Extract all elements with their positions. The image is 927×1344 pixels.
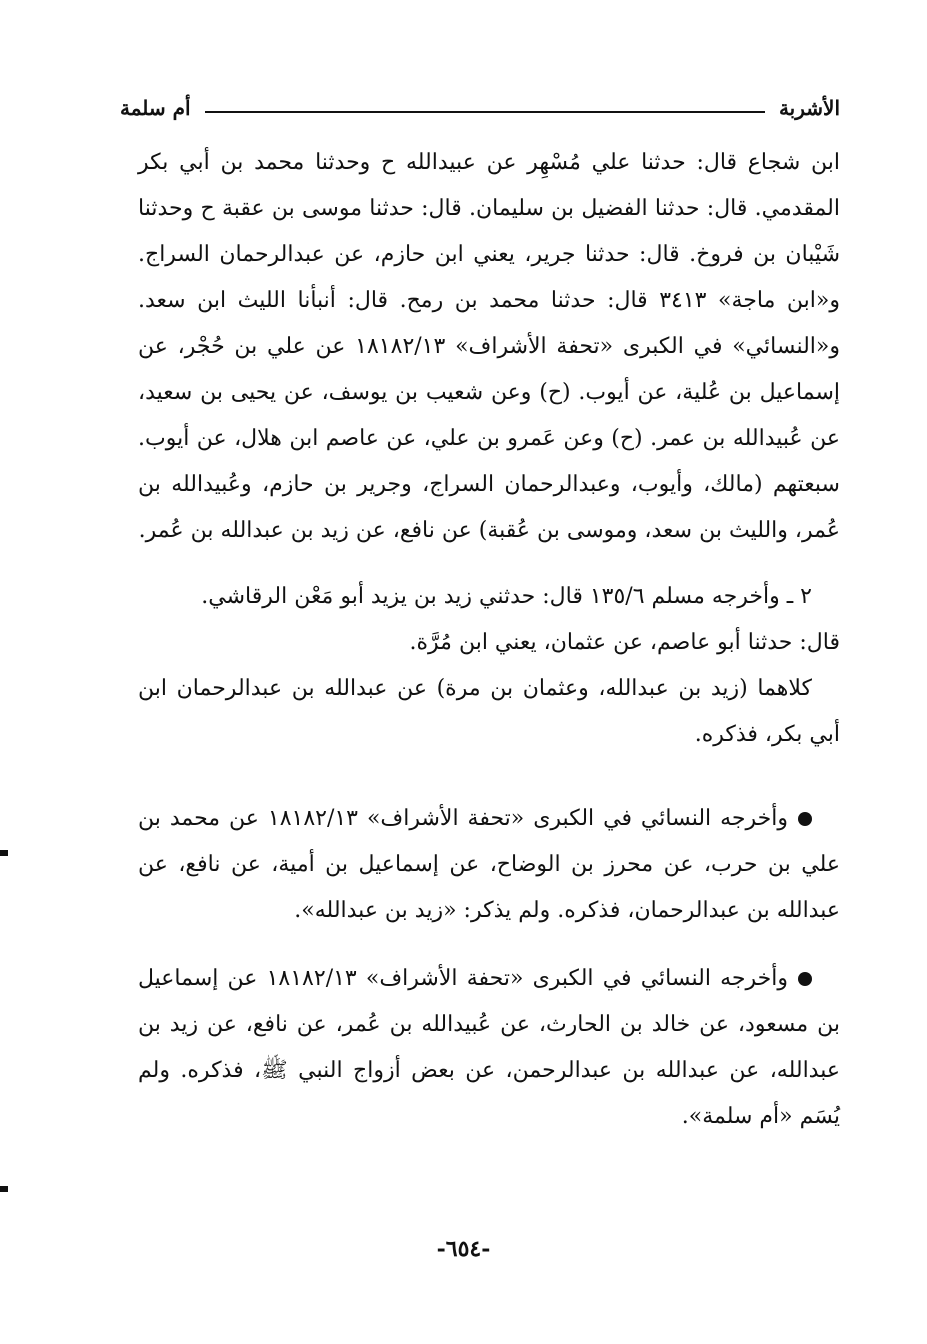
paragraph-muslim-cont: قال: حدثنا أبو عاصم، عن عثمان، يعني ابن مُرَّة. — [409, 630, 840, 655]
margin-mark — [0, 850, 8, 856]
paragraph-both: كلاهما (زيد بن عبدالله، وعثمان بن مرة) عن عبدالله بن عبدالرحمان ابن أبي بكر، فذكره. — [138, 676, 840, 747]
section-title: الأشربة — [778, 96, 840, 120]
body-text — [138, 140, 840, 1162]
header-rule — [205, 111, 765, 113]
topic-title: أم سلمة — [120, 96, 191, 120]
paragraph-nasai-2-text: وأخرجه النسائي في الكبرى «تحفة الأشراف» ١٨١٨٢/١٣ عن إسماعيل بن مسعود، عن خالد بن الحارث، عن عُبيدالله بن عُمر، عن نافع، عن زيد بن عبدالله، عن عبدالله بن عبدالرحمن، عن بعض أزواج النبي ﷺ، فذكره. ولم يُسَم «أم سلمة». — [138, 966, 840, 1129]
margin-mark — [0, 1186, 8, 1192]
paragraph-nasai-2 — [138, 956, 840, 1140]
bullet-icon — [798, 812, 812, 826]
paragraph-nasai-1 — [138, 796, 840, 934]
running-header — [120, 92, 840, 124]
paragraph-muslim: ٢ ـ وأخرجه مسلم ١٣٥/٦ قال: حدثني زيد بن يزيد أبو مَعْن الرقاشي. — [201, 584, 812, 609]
page-number: -٦٥٤- — [436, 1236, 491, 1262]
bullet-icon — [798, 972, 812, 986]
paragraph-chain: ابن شجاع قال: حدثنا علي مُسْهِر عن عبيدالله ح وحدثنا محمد بن أبي بكر المقدمي. قال: حدثنا الفضيل بن سليمان. قال: حدثنا موسى بن عقبة ح وحدثنا شَيْبان بن فروخ. قال: حدثنا جرير، يعني ابن حازم، عن عبدالرحمان السراج. و«ابن ماجة» ٣٤١٣ قال: حدثنا محمد بن رمح. قال: أنبأنا الليث ابن سعد. و«النسائي» في الكبرى «تحفة الأشراف» ١٨١٨٢/١٣ عن علي بن حُجْر، عن إسماعيل بن عُلية، عن أيوب. (ح) وعن شعيب بن يوسف، عن يحيى بن سعيد، عن عُبيدالله بن عمر. (ح) وعن عَمرو بن علي، عن عاصم ابن هلال، عن أيوب. سبعتهم (مالك، وأيوب، وعبدالرحمان السراج، وجرير بن حازم، وعُبيدالله بن عُمر، والليث بن سعد، وموسى بن عُقبة) عن نافع، عن زيد بن عبدالله بن عُمر. — [138, 150, 840, 543]
paragraph-nasai-1-text: وأخرجه النسائي في الكبرى «تحفة الأشراف» ١٨١٨٢/١٣ عن محمد بن علي بن حرب، عن محرز بن الوضاح، عن إسماعيل بن أمية، عن نافع، عن عبدالله بن عبدالرحمان، فذكره. ولم يذكر: «زيد بن عبدالله». — [138, 806, 840, 923]
